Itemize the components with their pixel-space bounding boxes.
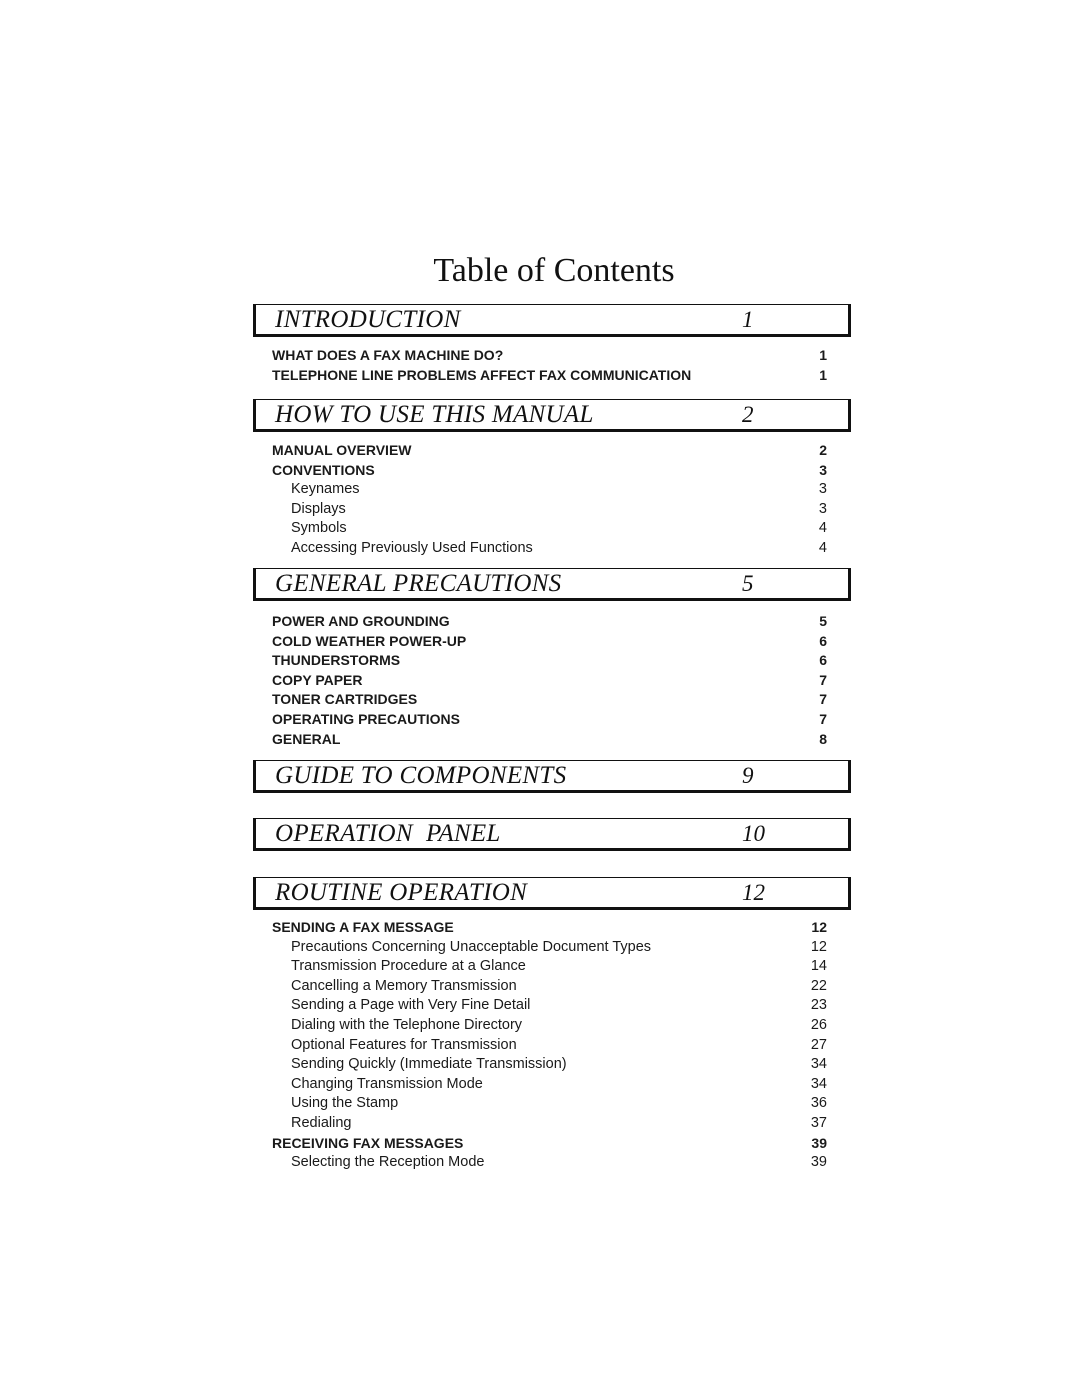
- section-title: ROUTINE OPERATION: [275, 879, 528, 906]
- entry-label: CONVENTIONS: [272, 461, 375, 478]
- section-title: INTRODUCTION: [275, 306, 461, 333]
- toc-entry: [253, 1134, 851, 1154]
- entry-label: Displays: [291, 500, 346, 517]
- toc-entry: [253, 996, 851, 1016]
- entry-page: 3: [818, 481, 827, 498]
- toc-entry: [253, 366, 851, 386]
- entry-label: GENERAL: [272, 730, 341, 747]
- entry-label: Selecting the Reception Mode: [291, 1154, 485, 1171]
- entry-label: Redialing: [291, 1114, 352, 1131]
- entry-label: TELEPHONE LINE PROBLEMS AFFECT FAX COMMUNICATION: [272, 366, 692, 383]
- section-title: HOW TO USE THIS MANUAL: [275, 401, 594, 428]
- entry-page: 6: [819, 652, 827, 669]
- entry-page: 5: [819, 613, 827, 629]
- toc-entry: [253, 671, 851, 691]
- toc-entry: [253, 500, 851, 520]
- toc-entry: [253, 441, 851, 461]
- entry-page: 23: [810, 997, 827, 1014]
- section-header-box: [253, 399, 851, 432]
- entry-label: Cancelling a Memory Transmission: [291, 977, 517, 994]
- entry-page: 7: [819, 710, 827, 727]
- entry-page: 39: [811, 1134, 827, 1151]
- entry-page: 3: [819, 461, 827, 478]
- section-page: 9: [742, 763, 754, 788]
- toc-entry: [253, 1094, 851, 1114]
- toc-entry: [253, 918, 851, 938]
- toc-entry: [253, 1016, 851, 1036]
- section-title: OPERATION PANEL: [275, 820, 501, 847]
- toc-entry: [253, 1153, 851, 1173]
- section-page: 2: [742, 402, 754, 427]
- toc-entry: [253, 710, 851, 730]
- entry-label: Accessing Previously Used Functions: [291, 539, 533, 556]
- entry-page: 7: [819, 671, 827, 688]
- entry-label: MANUAL OVERVIEW: [272, 442, 412, 458]
- entry-page: 7: [819, 691, 827, 708]
- toc-entry: [253, 651, 851, 671]
- section-operation-panel: [253, 818, 851, 851]
- entry-page: 34: [810, 1056, 827, 1073]
- entry-label: WHAT DOES A FAX MACHINE DO?: [272, 347, 504, 363]
- entry-label: SENDING A FAX MESSAGE: [272, 919, 454, 935]
- section-title: GENERAL PRECAUTIONS: [275, 570, 562, 597]
- entry-page: 6: [819, 632, 827, 649]
- section-entries: [253, 346, 851, 385]
- entry-page: 14: [810, 958, 827, 975]
- section-page: 1: [742, 307, 754, 332]
- toc-entry: [253, 612, 851, 632]
- section-header-box: [253, 760, 851, 793]
- page-title: Table of Contents: [433, 252, 675, 289]
- entry-label: Optional Features for Transmission: [291, 1036, 517, 1053]
- toc-entry: [253, 461, 851, 481]
- entry-label: RECEIVING FAX MESSAGES: [272, 1134, 464, 1151]
- section-title: GUIDE TO COMPONENTS: [275, 762, 567, 789]
- entry-page: 37: [810, 1114, 827, 1131]
- entry-label: COLD WEATHER POWER-UP: [272, 632, 467, 649]
- section-page: 5: [742, 571, 754, 596]
- entry-page: 2: [819, 442, 827, 458]
- entry-page: 34: [810, 1075, 827, 1092]
- entry-page: 8: [819, 730, 827, 747]
- entry-page: 1: [819, 347, 827, 363]
- section-header-box: [253, 568, 851, 601]
- entry-label: Keynames: [291, 481, 360, 498]
- entry-label: Sending Quickly (Immediate Transmission): [291, 1056, 567, 1073]
- entry-label: OPERATING PRECAUTIONS: [272, 710, 460, 727]
- toc-entry: [253, 1114, 851, 1134]
- entry-label: Transmission Procedure at a Glance: [291, 958, 526, 975]
- entry-label: Symbols: [291, 520, 347, 537]
- entry-label: TONER CARTRIDGES: [272, 691, 418, 708]
- toc-entry: [253, 346, 851, 366]
- toc-entry: [253, 1036, 851, 1056]
- toc-entry: [253, 1055, 851, 1075]
- section-entries: [253, 441, 851, 559]
- entry-page: 26: [810, 1016, 827, 1033]
- toc-entry: [253, 632, 851, 652]
- entry-page: 12: [810, 938, 827, 955]
- entry-label: COPY PAPER: [272, 671, 363, 688]
- toc-entry: [253, 977, 851, 997]
- section-entries: [253, 918, 851, 1173]
- entry-label: POWER AND GROUNDING: [272, 613, 450, 629]
- entry-label: Using the Stamp: [291, 1095, 399, 1112]
- section-header-box: [253, 877, 851, 910]
- entry-label: Sending a Page with Very Fine Detail: [291, 997, 531, 1014]
- toc-entry: [253, 1075, 851, 1095]
- entry-page: 39: [810, 1154, 827, 1171]
- section-page: 10: [742, 821, 765, 846]
- toc-entry: [253, 519, 851, 539]
- entry-page: 3: [818, 500, 827, 517]
- entry-page: 12: [811, 919, 827, 935]
- entry-page: 4: [818, 539, 827, 556]
- toc-entry: [253, 690, 851, 710]
- toc-entry: [253, 730, 851, 750]
- section-routine-operation: [253, 877, 851, 1173]
- section-guide-to-components: [253, 760, 851, 793]
- toc-entry: [253, 480, 851, 500]
- entry-label: Changing Transmission Mode: [291, 1075, 483, 1092]
- entry-page: 22: [810, 977, 827, 994]
- section-how-to-use: [253, 399, 851, 559]
- section-page: 12: [742, 880, 765, 905]
- section-introduction: [253, 304, 851, 385]
- section-entries: [253, 612, 851, 749]
- entry-label: Dialing with the Telephone Directory: [291, 1016, 523, 1033]
- section-general-precautions: [253, 568, 851, 749]
- entry-label: Precautions Concerning Unacceptable Document Types: [291, 938, 652, 955]
- toc-entry: [253, 938, 851, 958]
- entry-page: 4: [818, 520, 827, 537]
- toc-entry: [253, 539, 851, 559]
- entry-page: 27: [810, 1036, 827, 1053]
- section-header-box: [253, 304, 851, 337]
- section-header-box: [253, 818, 851, 851]
- entry-page: 36: [810, 1095, 827, 1112]
- entry-label: THUNDERSTORMS: [272, 652, 401, 669]
- entry-page: 1: [819, 366, 827, 383]
- toc-entry: [253, 957, 851, 977]
